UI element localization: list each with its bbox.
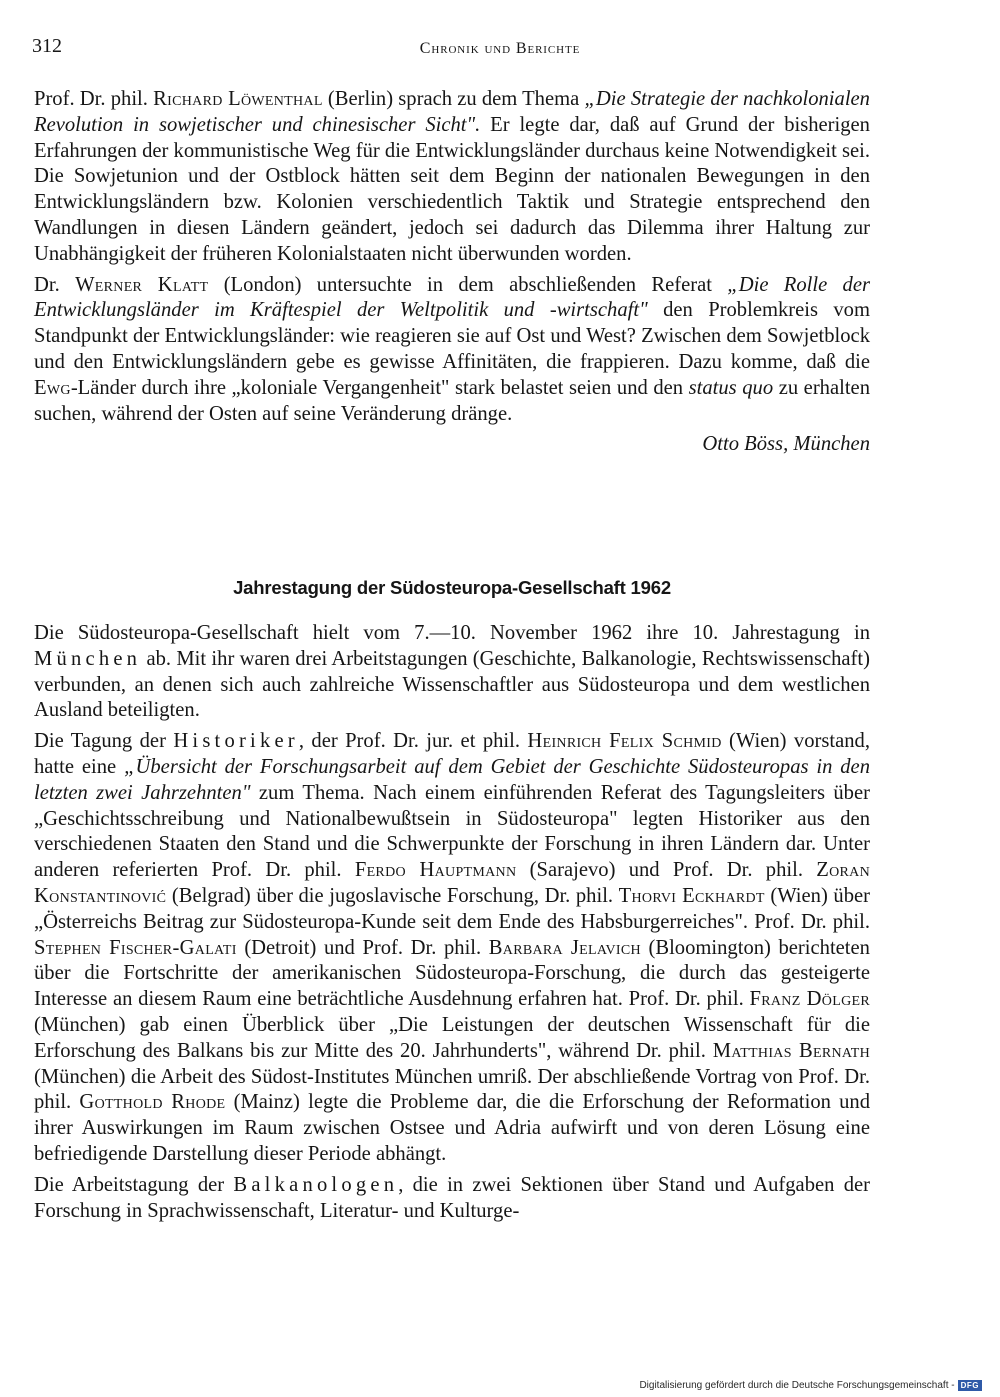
abbreviation: Ewg [34,376,71,399]
page-number: 312 [32,35,62,57]
person-name: Heinrich Felix Schmid [527,730,722,753]
running-head: Chronik und Berichte [419,40,581,57]
person-name: Matthias Bernath [712,1039,870,1062]
group-name: Historiker [173,730,299,753]
person-name: Zoran Konstantinović [34,859,870,907]
paragraph: Die Arbeitstagung der Balkanologen, die in zwei Sektionen über Stand und Aufgaben der Forschung in Sprachwissenschaft, Literatur- und Kulturge- [34,1173,871,1222]
paragraph: Prof. Dr. phil. Richard Löwenthal (Berlin) sprach zu dem Thema „Die Strategie der nachkolonialen Revolution in sowjetischer und chinesischer Sicht". Er legte dar, daß auf Grund der bisherigen Erfahrungen der kommunistische Weg für die Entwicklungsländer durchaus keine Notwendigkeit sei. Die Sowjetunion und der Ostblock hätten seit dem Beginn der nationalen Bewegungen in den Entwicklungsländern bzw. Kolonien verschiedentlich Taktik und Strategie entsprechend den Wandlungen in diesen Ländern geändert, jedoch sei dadurch das Dilemma ihrer Haltung zur Unabhängigkeit der früheren Kolonialstaaten nicht überwunden worden. [34,88,870,265]
group-name: Balkanologen [233,1173,399,1196]
report-one [34,87,870,458]
section-heading: Jahrestagung der Südosteuropa-Gesellschaft 1962 [233,577,671,598]
digitization-credit [639,1380,982,1391]
person-name: Gotthold Rhode [79,1091,226,1114]
credit-text: Digitalisierung gefördert durch die Deutsche Forschungsgemeinschaft - [639,1380,955,1391]
person-name: Richard Löwenthal [153,88,323,110]
paragraph: Die Tagung der Historiker, der Prof. Dr. jur. et phil. Heinrich Felix Schmid (Wien) vorstand, hatte eine „Übersicht der Forschungsarbeit auf dem Gebiet der Geschichte Südosteuropas in den letzten zwei Jahrzehnten" zum Thema. Nach einem einführenden Referat des Tagungsleiters über „Geschichtsschreibung und Nationalbewußtsein in Südosteuropa" legten Historiker aus den verschiedenen Staaten den Stand und die Schwerpunkte der Forschung in ihren Ländern dar. Unter anderen referierten Prof. Dr. phil. Ferdo Hauptmann (Sarajevo) und Prof. Dr. phil. Zoran Konstantinović (Belgrad) über die jugoslavische Forschung, Dr. phil. Thorvi Eckhardt (Wien) über „Österreichs Beitrag zur Südosteuropa-Kunde seit dem Ende des Habsburgerreiches". Prof. Dr. phil. Stephen Fischer-Galati (Detroit) und Prof. Dr. phil. Barbara Jelavich (Bloomington) berichteten über die Fortschritte der amerikanischen Südosteuropa-Forschung, die durch das gesteigerte Interesse an diesem Raum eine beträchtliche Ausdehnung erfahren hat. Prof. Dr. phil. Franz Dölger (München) gab einen Überblick über „Die Leistungen der deutschen Wissenschaft für die Erforschung des Balkans bis zur Mitte des 20. Jahrhunderts", während Dr. phil. Matthias Bernath (München) die Arbeit des Südost-Institutes München umriß. Der abschließende Vortrag von Prof. Dr. phil. Gotthold Rhode (Mainz) legte die Probleme dar, die die Erforschung der Reformation und ihrer Auswirkungen im Raum zwischen Ostsee und Adria aufwirft und von deren Lösung eine befriedigende Darstellung dieser Periode abhängt. [34,730,870,1165]
person-name: Barbara Jelavich [488,936,641,959]
paragraph: Dr. Werner Klatt (London) untersuchte in dem abschließenden Referat „Die Rolle der Entwicklungsländer im Kräftespiel der Weltpolitik und -wirtschaft" den Problemkreis vom Standpunkt der Entwicklungsländer: wie reagieren sie auf Ost und West? Zwischen dem Sowjetblock und den Entwicklungsländern gebe es gewisse Affinitäten, die frappieren. Dazu komme, daß die Ewg-Länder durch ihre „koloniale Vergangenheit" stark belastet seien und den status quo zu erhalten suchen, während der Osten auf seine Veränderung dränge. [34,273,870,425]
paragraph: Die Südosteuropa-Gesellschaft hielt vom 7.—10. November 1962 ihre 10. Jahrestagung in München ab. Mit ihr waren drei Arbeitstagungen (Geschichte, Balkanologie, Rechtswissenschaft) verbunden, an denen sich auch zahlreiche Wissenschaftler aus Südosteuropa und dem westlichen Ausland beteiligten. [34,622,870,722]
dfg-logo: DFG [958,1380,982,1391]
report-two [34,621,870,1224]
person-name: Ferdo Hauptmann [354,859,517,882]
city-name: München [34,647,142,670]
lecture-title: „Die Strategie der nachkolonialen Revolution in sowjetischer und chinesischer Sicht". [34,88,870,136]
author-signature: Otto Böss, München [702,433,870,456]
lecture-title: „Die Rolle der Entwicklungsländer im Kräftespiel der Weltpolitik und -wirtschaft" [34,273,870,322]
person-name: Thorvi Eckhardt [618,884,765,907]
lecture-title: „Übersicht der Forschungsarbeit auf dem Gebiet der Geschichte Südosteuropas in den letzten zwei Jahrzehnten" [34,755,870,804]
person-name: Stephen Fischer-Galati [34,936,237,959]
latin-term: status quo [688,376,774,399]
person-name: Franz Dölger [749,988,870,1011]
person-name: Werner Klatt [75,273,209,296]
